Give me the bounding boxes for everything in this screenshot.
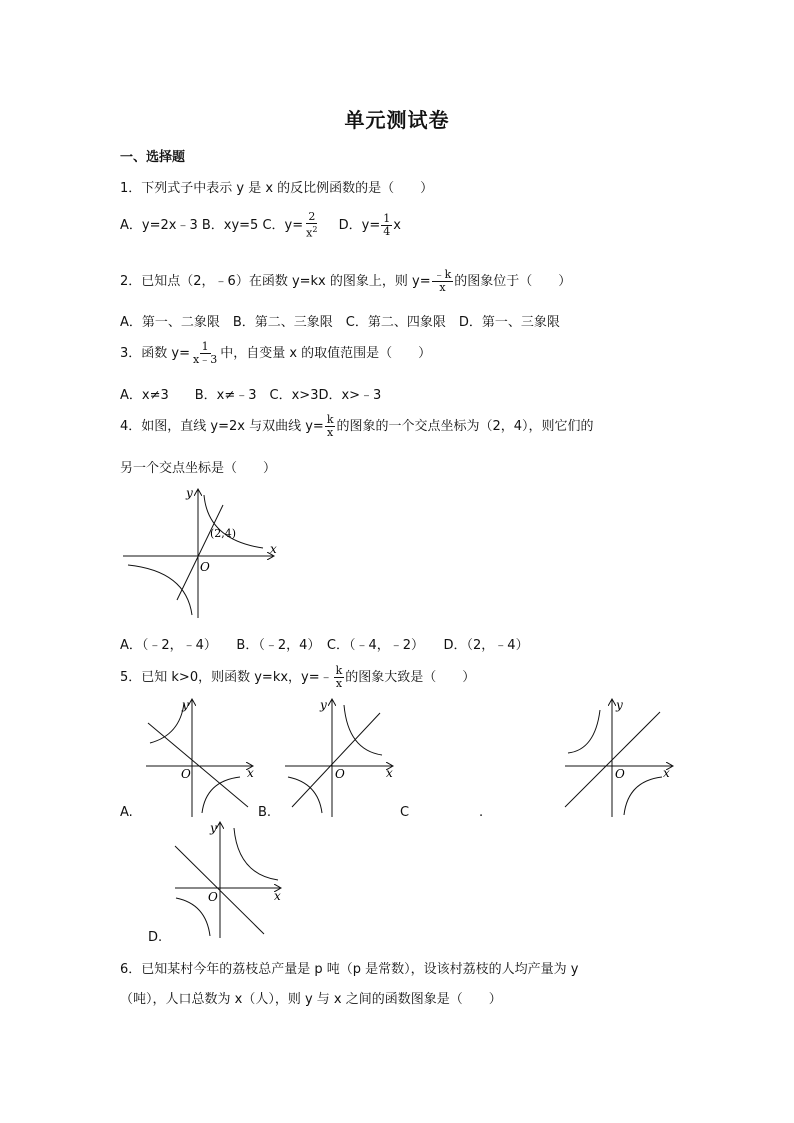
- x-label: x: [386, 766, 393, 780]
- option-c: C．y= $\frac{2}{x^2}$: [262, 210, 318, 240]
- graph-c-dot: .: [479, 805, 484, 820]
- origin-label: O: [615, 767, 625, 781]
- question-6-line2: （吨），人口总数为 x（人），则 y 与 x 之间的函数图象是（ ）: [120, 992, 502, 1007]
- question-2-stem: 2．已知点（2，﹣6）在函数 y=kx 的图象上，则 y= $\frac{﹣k}{x}$ 的图象位于（ ）: [120, 268, 572, 294]
- graph-b-label: B.: [258, 805, 272, 820]
- hyperbola-branch-2: [288, 777, 322, 813]
- page-title: 单元测试卷: [344, 108, 450, 132]
- hyperbola-branch-1: [344, 705, 382, 755]
- x-label: x: [247, 766, 254, 780]
- question-1-options: [120, 210, 401, 242]
- hyperbola-branch-1: [568, 710, 600, 753]
- question-3-options: A．x≠3 B．x≠﹣3 C．x>3D．x>﹣3: [120, 388, 382, 403]
- option-a: A．y=2x﹣3: [120, 218, 198, 233]
- y-label: y: [186, 486, 193, 500]
- line: [148, 723, 248, 807]
- question-4-stem-line2: 另一个交点坐标是（ ）: [120, 461, 277, 476]
- origin-label: O: [208, 890, 218, 904]
- question-4-stem: 4．如图，直线 y=2x 与双曲线 y= $\frac{k}{x}$ 的图象的一个交点坐标为（2，4），则它们的: [120, 413, 594, 439]
- question-6-line1: 6．已知某村今年的荔枝总产量是 p 吨（p 是常数），设该村荔枝的人均产量为 y: [120, 962, 579, 977]
- hyperbola-branch-2: [176, 898, 210, 936]
- graph-c-label: C: [400, 805, 410, 820]
- origin-label: O: [181, 767, 191, 781]
- y-label: y: [182, 698, 189, 712]
- question-3-stem: 3．函数 y= $\frac{1}{x﹣3}$ 中，自变量 x 的取值范围是（ ）: [120, 340, 432, 366]
- section-heading: 一、选择题: [120, 150, 186, 165]
- hyperbola-branch-1: [234, 828, 278, 880]
- graph-d: [170, 820, 290, 940]
- question-1-stem: 1．下列式子中表示 y 是 x 的反比例函数的是（ ）: [120, 181, 434, 196]
- option-b: B．xy=5: [201, 218, 259, 233]
- question-2-options: A．第一、二象限 B．第二、三象限 C．第二、四象限 D．第一、三象限: [120, 315, 560, 330]
- point-label: (2,4): [210, 527, 237, 540]
- option-d: D．y= $\frac{1}{4}$ x: [338, 212, 401, 238]
- y-label: y: [320, 698, 327, 712]
- x-label: x: [663, 766, 670, 780]
- line-y-2x: [177, 505, 223, 600]
- graph-c: [560, 695, 685, 820]
- graph-a-label: A.: [120, 805, 133, 820]
- origin-label: O: [335, 767, 345, 781]
- x-label: x: [270, 542, 277, 556]
- y-label: y: [210, 821, 217, 835]
- graph-a: [140, 695, 265, 820]
- hyperbola-branch-2: [128, 565, 192, 615]
- x-label: x: [274, 889, 281, 903]
- hyperbola-branch-1: [204, 495, 263, 548]
- question-4-graph: [118, 485, 283, 625]
- hyperbola-branch-2: [624, 777, 662, 815]
- graph-d-label: D.: [148, 930, 163, 945]
- question-5-stem: 5．已知 k>0，则函数 y=kx，y=﹣ $\frac{k}{x}$ 的图象大致是（ ）: [120, 664, 476, 690]
- y-label: y: [616, 698, 623, 712]
- question-4-options: A．（﹣2，﹣4） B．（﹣2，4） C．（﹣4，﹣2） D．（2，﹣4）: [120, 638, 529, 653]
- hyperbola-branch-1: [150, 703, 184, 743]
- line: [292, 713, 380, 807]
- origin-label: O: [200, 560, 210, 574]
- graph-b: [280, 695, 405, 820]
